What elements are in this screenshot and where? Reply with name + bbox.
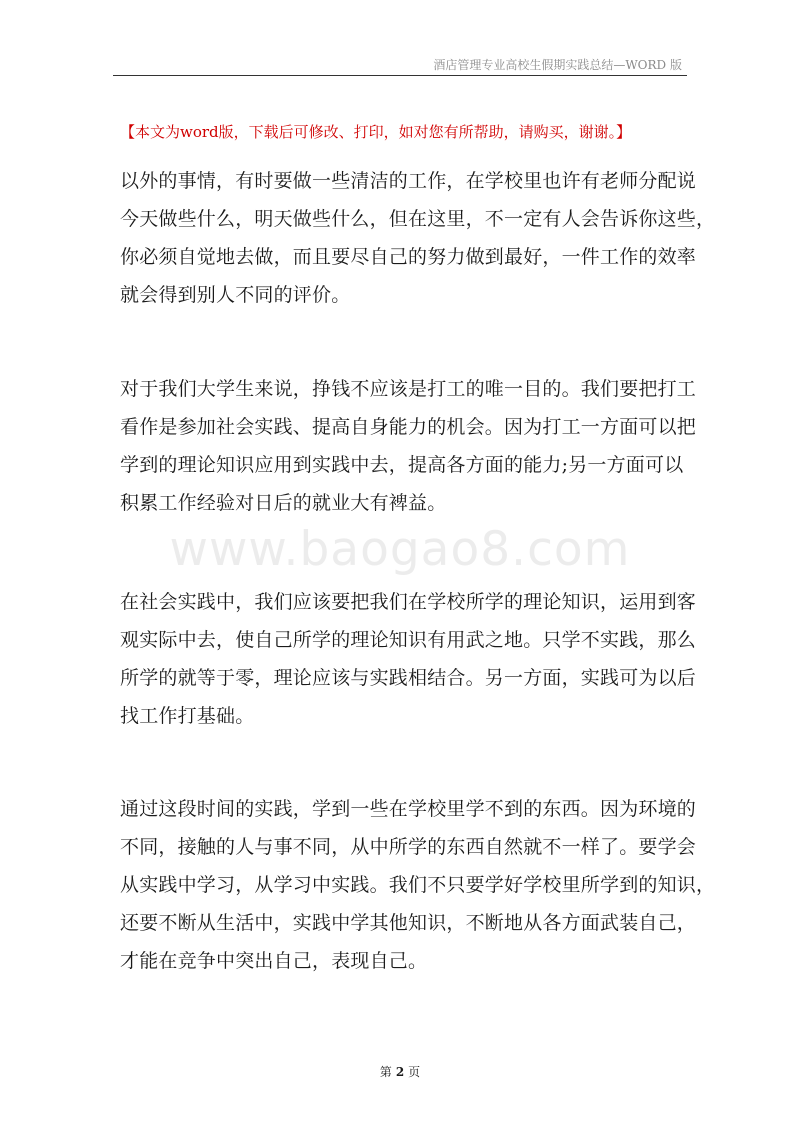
paragraph-line: 找工作打基础。 — [120, 705, 255, 727]
paragraph-line: 对于我们大学生来说，挣钱不应该是打工的唯一目的。我们要把打工 — [120, 378, 697, 400]
paragraph-line: 以外的事情，有时要做一些清洁的工作，在学校里也许有老师分配说 — [120, 170, 697, 192]
body-paragraph-4 — [120, 790, 716, 980]
page-footer — [0, 1063, 800, 1080]
page-label-prefix: 第 — [379, 1065, 392, 1079]
body-paragraph-2 — [120, 370, 697, 522]
page-number: 2 — [395, 1065, 405, 1079]
paragraph-line: 从实践中学习，从学习中实践。我们不只要学好学校里所学到的知识， — [120, 874, 716, 896]
paragraph-line: 积累工作经验对日后的就业大有裨益。 — [120, 492, 447, 514]
paragraph-line: 才能在竞争中突出自己，表现自己。 — [120, 950, 428, 972]
paragraph-line: 看作是参加社会实践、提高自身能力的机会。因为打工一方面可以把 — [120, 416, 697, 438]
paragraph-line: 学到的理论知识应用到实践中去，提高各方面的能力;另一方面可以 — [120, 454, 684, 476]
paragraph-line: 观实际中去，使自己所学的理论知识有用武之地。只学不实践，那么 — [120, 629, 697, 651]
document-header-title: 酒店管理专业高校生假期实践总结—WORD 版 — [433, 58, 682, 72]
page-label-suffix: 页 — [408, 1065, 421, 1079]
purchase-notice: 【本文为word版，下载后可修改、打印，如对您有所帮助，请购买，谢谢。】 — [120, 123, 632, 141]
paragraph-line: 就会得到别人不同的评价。 — [120, 284, 351, 306]
watermark: www.baogao8.com — [169, 522, 631, 577]
header-divider — [113, 75, 687, 76]
paragraph-line: 通过这段时间的实践，学到一些在学校里学不到的东西。因为环境的 — [120, 798, 697, 820]
body-paragraph-3 — [120, 583, 697, 735]
paragraph-line: 今天做些什么，明天做些什么，但在这里，不一定有人会告诉你这些， — [120, 208, 716, 230]
paragraph-line: 不同，接触的人与事不同，从中所学的东西自然就不一样了。要学会 — [120, 836, 697, 858]
paragraph-line: 你必须自觉地去做，而且要尽自己的努力做到最好，一件工作的效率 — [120, 246, 697, 268]
paragraph-line: 所学的就等于零，理论应该与实践相结合。另一方面，实践可为以后 — [120, 667, 697, 689]
paragraph-line: 在社会实践中，我们应该要把我们在学校所学的理论知识，运用到客 — [120, 591, 697, 613]
paragraph-line: 还要不断从生活中，实践中学其他知识，不断地从各方面武装自己， — [120, 912, 697, 934]
body-paragraph-1 — [120, 162, 716, 314]
